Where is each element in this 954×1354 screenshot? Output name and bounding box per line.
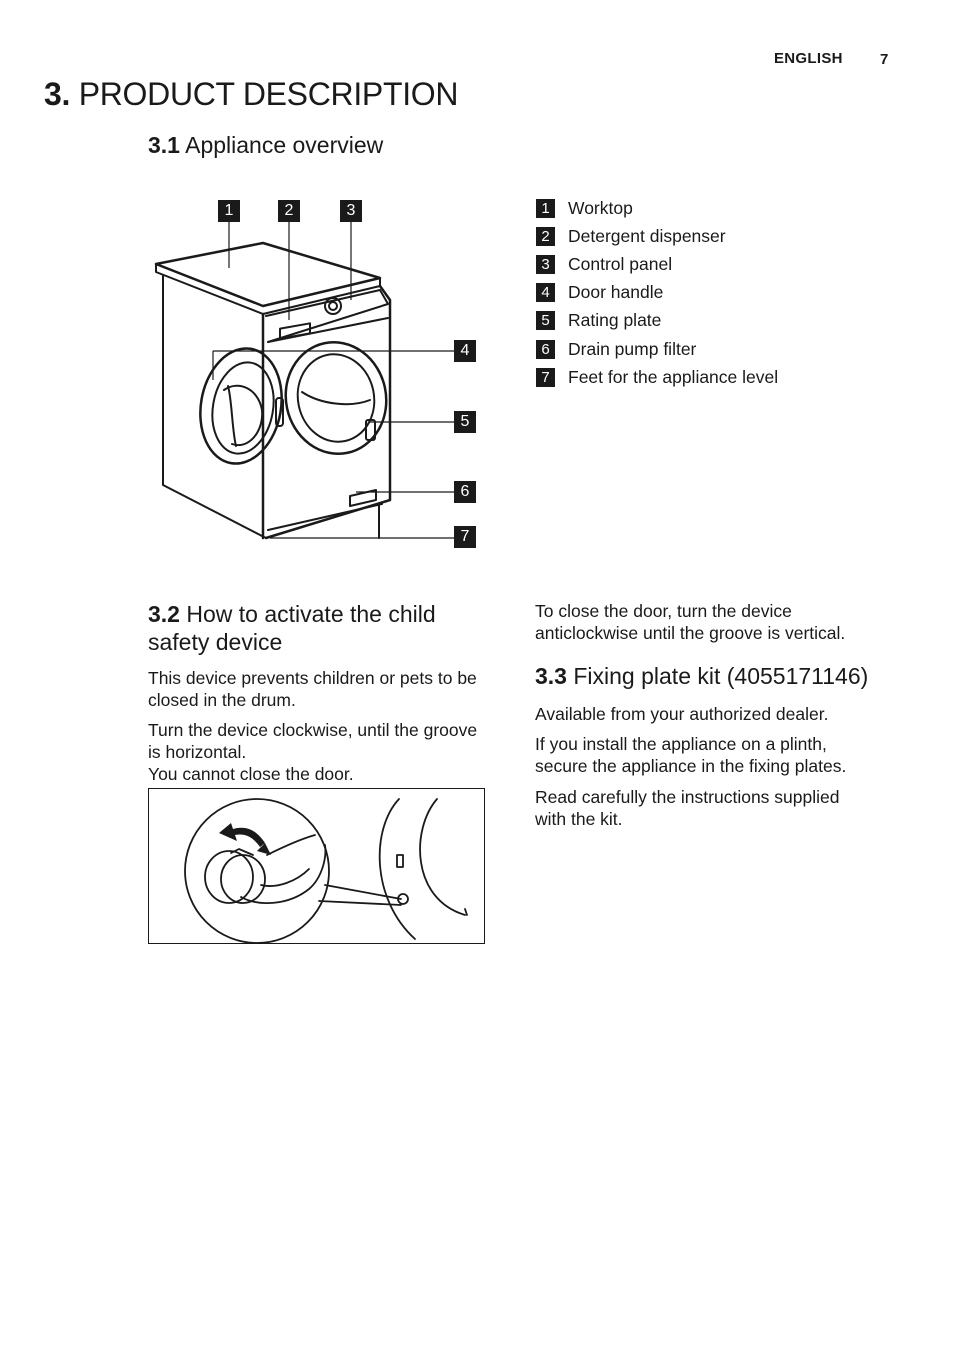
legend-item [536,335,778,363]
legend-item [536,194,778,222]
callout-1: 1 [218,200,240,222]
callout-5: 5 [454,411,476,433]
legend-label: Feet for the appliance level [568,366,779,387]
legend-number: 1 [536,199,555,218]
callout-4: 4 [454,340,476,362]
section-3-3-paragraph-1: Available from your authorized dealer. [535,704,829,724]
section-3-2-title [148,600,436,656]
header-language: ENGLISH [774,50,843,67]
legend-label: Drain pump filter [568,338,697,359]
chapter-title-text: PRODUCT DESCRIPTION [78,76,459,112]
legend-item [536,363,778,391]
legend-label: Detergent dispenser [568,225,726,246]
page-number: 7 [880,51,889,68]
section-3-2-title-line2: safety device [148,629,283,655]
legend-number: 6 [536,340,555,359]
text-line: If you install the appliance on a plinth, [535,734,827,754]
child-safety-drawing [149,789,484,943]
text-line: with the kit. [535,809,623,829]
section-3-3-title [535,662,868,690]
section-3-2-number: 3.2 [148,601,180,627]
text-line: secure the appliance in the fixing plates. [535,756,847,776]
legend-number: 7 [536,368,555,387]
text-line: closed in the drum. [148,690,296,710]
callout-2: 2 [278,200,300,222]
section-3-2-title-line1: How to activate the child [186,601,436,627]
section-3-2-paragraph-3 [535,600,845,644]
legend-item [536,222,778,250]
callout-3: 3 [340,200,362,222]
legend-label: Control panel [568,253,673,274]
chapter-number: 3. [44,76,71,112]
section-3-3-paragraph-3 [535,786,839,830]
chapter-title [44,76,458,113]
legend-label: Worktop [568,197,633,218]
section-3-1-title [148,131,383,159]
parts-legend [536,194,778,391]
section-3-3-title-text: Fixing plate kit (4055171146) [573,663,869,689]
text-line: is horizontal. [148,742,247,762]
callout-6: 6 [454,481,476,503]
legend-item [536,250,778,278]
text-line: Read carefully the instructions supplied [535,787,840,807]
legend-number: 5 [536,311,555,330]
section-3-2-paragraph-1 [148,667,477,711]
section-3-1-title-text: Appliance overview [185,132,384,158]
callout-7: 7 [454,526,476,548]
legend-number: 4 [536,283,555,302]
legend-item [536,279,778,307]
section-3-3-number: 3.3 [535,663,567,689]
legend-number: 2 [536,227,555,246]
text-line: Turn the device clockwise, until the groove [148,720,478,740]
section-3-2-paragraph-2 [148,719,477,785]
legend-number: 3 [536,255,555,274]
text-line: You cannot close the door. [148,764,354,784]
section-3-1-number: 3.1 [148,132,180,158]
legend-label: Rating plate [568,310,662,331]
text-line: anticlockwise until the groove is vertical. [535,623,846,643]
legend-label: Door handle [568,282,664,303]
legend-item [536,307,778,335]
text-line: To close the door, turn the device [535,601,792,621]
text-line: This device prevents children or pets to be [148,668,477,688]
section-3-3-paragraph-2 [535,733,846,777]
child-safety-illustration [148,788,485,944]
